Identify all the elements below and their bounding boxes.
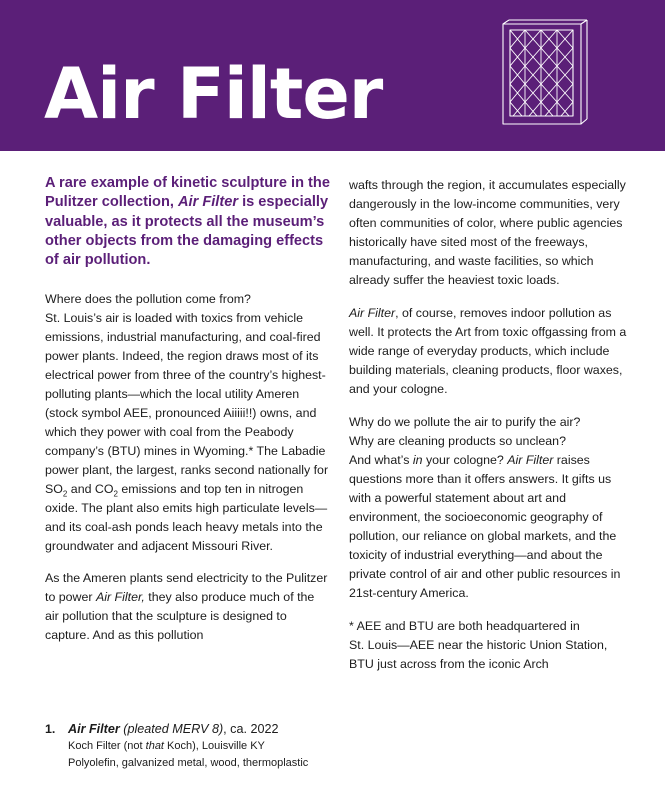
region-text: wafts through the region, it accumulates especially dangerously in the low-income communities, very often communities of color, where public agencies historically have sited most of the freeways, manufacturing, and waste facilities, so which already suffer the heaviest toxic loads. [349, 178, 626, 287]
questions-paragraph [349, 413, 632, 603]
ameren-paragraph [45, 569, 330, 645]
ameren-text-start: As the Ameren plants send electricity to the Pulitzer to power [45, 571, 328, 605]
pollution-explanation [45, 309, 330, 556]
caption-body [68, 720, 345, 772]
indoor-pollution-paragraph [349, 304, 632, 399]
co2-subscript: 2 [113, 489, 118, 499]
indoor-text: , of course, removes indoor pollution as well. It protects the Art from toxic offgassing from a wide range of everyday products, which include building materials, cleaning products, floor waxes, and your cologne. [349, 306, 627, 396]
pollution-text-b: and CO [67, 482, 114, 497]
caption-date: , ca. 2022 [223, 722, 279, 736]
caption-title-line [68, 720, 345, 738]
left-column [45, 174, 330, 658]
pollution-source-paragraph [45, 290, 330, 556]
lede-text-end: is especially valuable, as it protects all the museum’s other objects from the damaging effects of air pollution. [45, 194, 329, 269]
pleated-air-filter-icon [497, 18, 595, 130]
cologne-emphasis: in [412, 453, 423, 467]
pollution-text-c: emissions and top ten in nitrogen oxide. The plant also emits high particulate levels—and its coal-ash ponds leach heavy metals into the groundwater and adjacent Missouri River. [45, 482, 328, 554]
page-title: Air Filter [44, 53, 383, 135]
artwork-caption [45, 720, 345, 772]
title-banner [0, 0, 665, 151]
caption-materials: Polyolefin, galvanized metal, wood, thermoplastic [68, 757, 309, 769]
caption-number: 1. [45, 722, 56, 736]
questions-artwork-title: Air Filter [507, 453, 554, 467]
headquarters-note [349, 617, 632, 674]
cologne-text-end: raises questions more than it offers answers. It gifts us with a powerful statement about art and environment, the socioeconomic geography of pollution, our reliance on global markets, and the toxicity of industrial everything—and about the private control of air and other public resources in 21st-century America. [349, 453, 621, 600]
question-purify: Why do we pollute the air to purify the air? [349, 415, 581, 429]
lede-text: A rare example of kinetic sculpture in the Pulitzer collection, [45, 175, 330, 211]
pollution-text-a: St. Louis’s air is loaded with toxics from vehicle emissions, industrial manufacturing, and coal-fired power plants. Indeed, the region draws most of its electrical power from three of the country’s highest-polluting plants—which the local utility Ameren (stock symbol AEE, pronounced Aiiiii!!) owns, and which they power with coal from the Peabody company’s (BTU) mines in Wyoming.* The Labadie power plant, the largest, ranks second nationally for SO [45, 311, 329, 497]
cologne-text-start: And what’s [349, 453, 413, 467]
question-cleaning: Why are cleaning products so unclean? [349, 434, 566, 448]
right-column [349, 176, 632, 688]
maker-emphasis: that [145, 740, 164, 752]
caption-artwork-title: Air Filter [68, 722, 120, 736]
so2-subscript: 2 [62, 489, 68, 499]
lede-paragraph [45, 174, 330, 270]
caption-maker [68, 738, 345, 755]
indoor-pollution-text [349, 304, 632, 399]
note-line-1: * AEE and BTU are both headquartered in [349, 619, 580, 633]
cologne-text-mid: your cologne? [422, 453, 508, 467]
ameren-text [45, 569, 330, 645]
region-paragraph [349, 176, 632, 290]
ameren-artwork-title: Air Filter, [95, 590, 145, 605]
lede-artwork-title: Air Filter [178, 194, 239, 211]
caption-spec: (pleated MERV 8) [119, 722, 224, 736]
pollution-question: Where does the pollution come from? [45, 292, 251, 307]
maker-text-start: Koch Filter (not [68, 740, 146, 752]
question-cologne [349, 451, 632, 603]
maker-text-end: Koch), Louisville KY [164, 740, 265, 752]
note-line-3: BTU just across from the iconic Arch [349, 657, 549, 671]
note-line-2: St. Louis—AEE near the historic Union Station, [349, 638, 608, 652]
indoor-artwork-title: Air Filter [349, 306, 396, 320]
ameren-text-end: they also produce much of the air pollution that the sculpture is designed to capture. And as this pollution [45, 590, 315, 643]
